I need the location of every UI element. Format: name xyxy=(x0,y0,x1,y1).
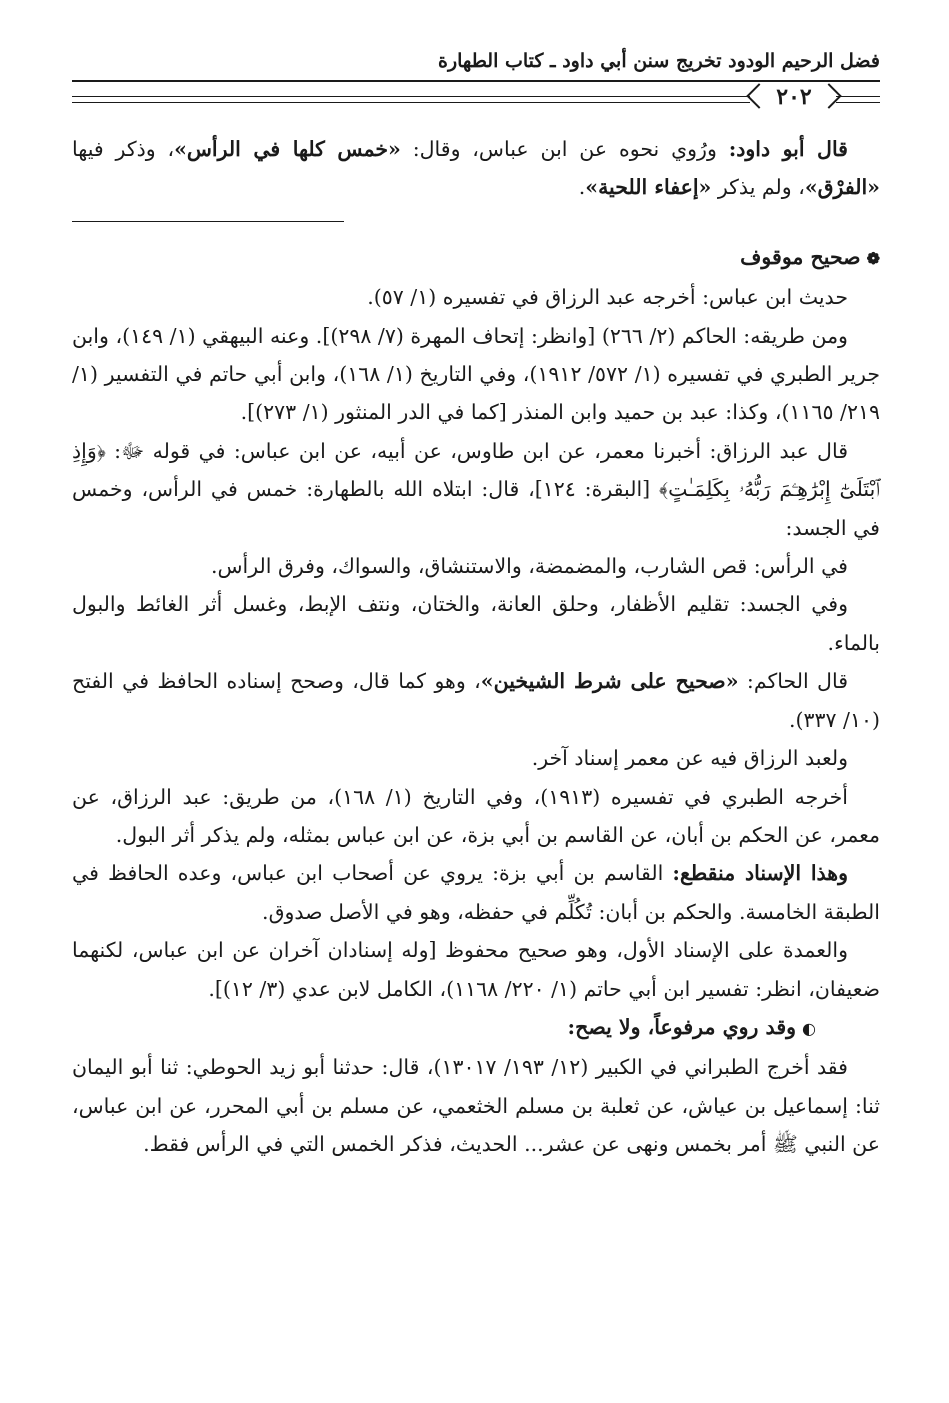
paragraph: حديث ابن عباس: أخرجه عبد الرزاق في تفسيره (١/ ٥٧). xyxy=(367,285,848,310)
paragraph: فقد أخرج الطبراني في الكبير (١٢/ ١٩٣/ ١٣٠١٧)، قال: حدثنا أبو زيد الحوطي: ثنا أبو اليمان ثنا: إسماعيل بن عياش، عن ثعلبة بن مسلم الخثعمي، عن مسلم بن أبي المحرر، عن ابن عباس، عن النبي ﷺ أمر بخمس ونهى عن عشر... الحديث، فذكر الخمس التي في الرأس فقط. xyxy=(72,1055,880,1157)
paragraph: قال عبد الرزاق: أخبرنا معمر، عن ابن طاوس، عن أبيه، عن ابن عباس: في قوله ﷻ: ﴿وَإِذِ ٱبْتَلَىٰٓ إِبْرَٰهِـۧمَ رَبُّهُۥ بِكَلِمَـٰتٍ﴾ [البقرة: ١٢٤]، قال: ابتلاه الله بالطهارة: خمس في الرأس، وخمس في الجسد: xyxy=(72,438,880,540)
bold-text: «صحيح على شرط الشيخين» xyxy=(480,669,739,694)
section-heading-ruling xyxy=(72,238,880,278)
bold-text: وهذا الإسناد منقطع: xyxy=(672,861,848,886)
text-span: ، ولم يذكر xyxy=(711,175,805,200)
bold-text: «إعفاء اللحية» xyxy=(585,175,712,200)
heading-text: صحيح موقوف xyxy=(740,244,861,269)
circle-bullet-icon: ◐ xyxy=(802,1018,816,1038)
paragraph: وفي الجسد: تقليم الأظفار، وحلق العانة، والختان، ونتف الإبط، وغسل أثر الغائط والبول بالماء. xyxy=(72,592,880,655)
text-span: ورُوي نحوه عن ابن عباس، وقال: xyxy=(400,137,729,161)
page-number-rule-left xyxy=(72,96,750,103)
text-span: ، وهو كما قال، وصحح إسناده الحافظ في الفتح (١٠/ ٣٣٧). xyxy=(72,669,880,732)
bold-text: «الفرْق» xyxy=(804,175,880,200)
paragraph: ومن طريقه: الحاكم (٢/ ٢٦٦) [وانظر: إتحاف المهرة (٧/ ٢٩٨)]. وعنه البيهقي (١/ ١٤٩)، وابن جرير الطبري في تفسيره (١/ ٥٧٢/ ١٩١٢)، وفي التاريخ (١/ ١٦٨)، وابن أبي حاتم في التفسير (١/ ٢١٩/ ١١٦٥)، وكذا: عبد بن حميد وابن المنذر [كما في الدر المنثور (١/ ٢٧٣)]. xyxy=(72,323,880,425)
section-separator xyxy=(72,221,344,222)
text-span: قال الحاكم: xyxy=(738,669,849,694)
bold-text: قال أبو داود: xyxy=(728,137,848,161)
paragraph-hakim xyxy=(72,662,880,739)
section-heading-marfu xyxy=(72,1008,880,1048)
text-span: ، وذكر فيها xyxy=(72,137,175,161)
paragraph: أخرجه الطبري في تفسيره (١٩١٣)، وفي التاريخ (١/ ١٦٨)، من طريق: عبد الرزاق، عن معمر، عن الحكم بن أبان، عن القاسم بن أبي بزة، عن ابن عباس بمثله، ولم يذكر أثر البول. xyxy=(72,784,880,847)
paragraph-isnad xyxy=(72,854,880,931)
paragraph: والعمدة على الإسناد الأول، وهو صحيح محفوظ [وله إسنادان آخران عن ابن عباس، لكنهما ضعيفان، انظر: تفسير ابن أبي حاتم (١/ ٢٢٠/ ١١٦٨)، الكامل لابن عدي (٣/ ١٢)]. xyxy=(72,938,880,1001)
ornament-bullet-icon: ❁ xyxy=(866,248,880,268)
page-body xyxy=(72,130,880,1164)
paragraph: في الرأس: قص الشارب، والمضمضة، والاستنشاق، والسواك، وفرق الرأس. xyxy=(210,554,848,579)
paragraph: ولعبد الرزاق فيه عن معمر إسناد آخر. xyxy=(531,746,848,771)
text-span: القاسم بن أبي بزة: يروي عن أصحاب ابن عباس، وعده الحافظ في الطبقة الخامسة. والحكم بن أبان: تُكُلِّم في حفظه، وهو في الأصل صدوق. xyxy=(72,861,880,924)
page-number-rule-right xyxy=(836,96,880,103)
header-title: فضل الرحيم الودود تخريج سنن أبي داود ـ كتاب الطهارة xyxy=(438,50,880,72)
page-number-row xyxy=(72,80,880,120)
text-span: . xyxy=(578,175,586,200)
paragraph-abu-dawud xyxy=(72,130,880,207)
page-number: ٢٠٢ xyxy=(756,82,832,112)
heading-text: وقد روي مرفوعاً، ولا يصح: xyxy=(567,1014,797,1039)
bold-text: «خمس كلها في الرأس» xyxy=(174,137,401,161)
